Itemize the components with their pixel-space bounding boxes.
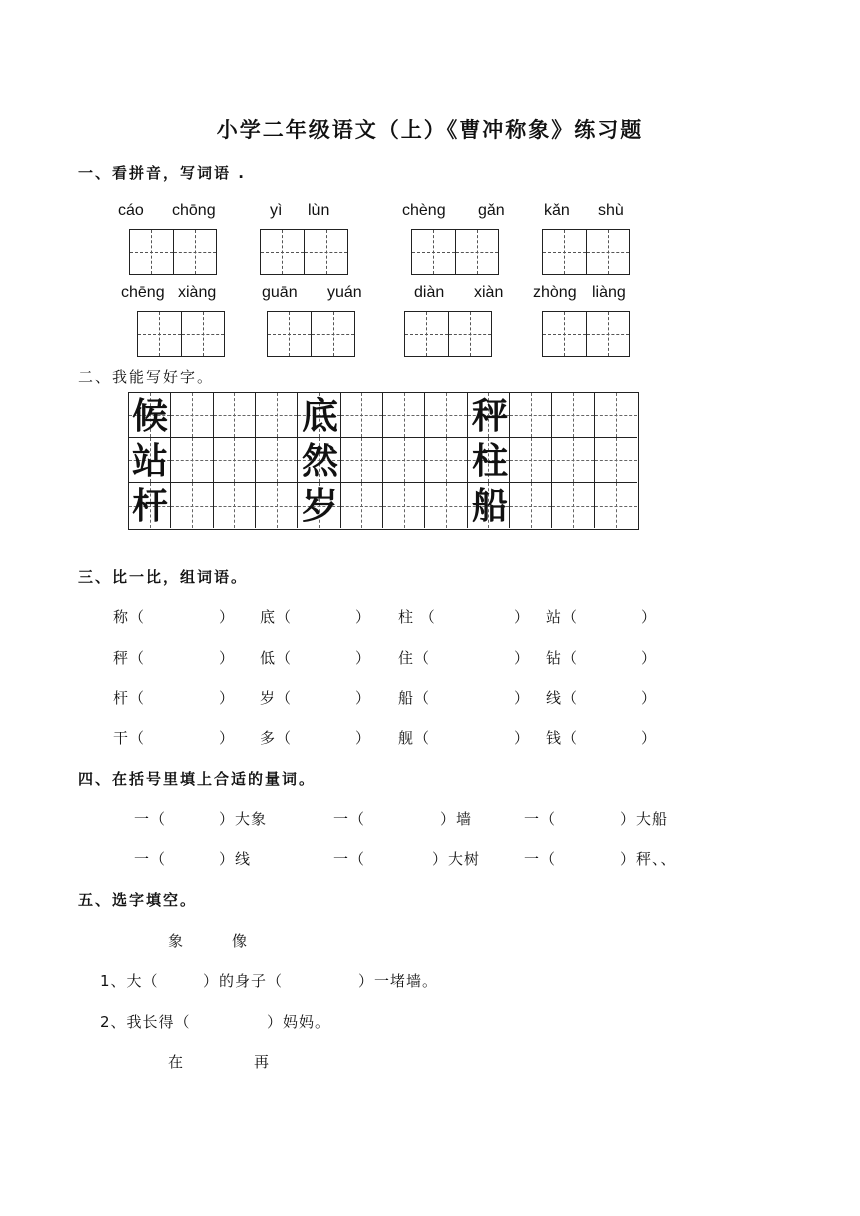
pinyin: liàng — [592, 284, 626, 301]
practice-cell[interactable] — [383, 438, 425, 483]
practice-cell[interactable] — [552, 393, 594, 438]
choice-char: 像 — [232, 932, 249, 950]
pinyin: lùn — [308, 202, 330, 219]
tianzige-box[interactable] — [129, 229, 217, 275]
practice-cell[interactable] — [552, 483, 594, 528]
practice-cell[interactable] — [214, 483, 256, 528]
pinyin: zhòng — [533, 284, 577, 301]
item-close: ）墙 — [440, 810, 473, 828]
pinyin: gǎn — [478, 202, 505, 219]
item-close: ） — [641, 649, 658, 667]
practice-cell[interactable] — [171, 483, 213, 528]
practice-cell[interactable] — [341, 483, 383, 528]
item-close: ） — [219, 608, 236, 626]
practice-cell[interactable] — [214, 393, 256, 438]
tianzige-box[interactable] — [542, 229, 630, 275]
practice-cell[interactable] — [383, 483, 425, 528]
tianzige-box[interactable] — [411, 229, 499, 275]
practice-cell[interactable] — [256, 483, 298, 528]
model-char: 杆 — [131, 485, 168, 527]
pinyin: yuán — [327, 284, 362, 301]
item-close: ）大象 — [219, 810, 268, 828]
pinyin: xiàng — [178, 284, 217, 301]
item-open: 干（ — [113, 729, 146, 747]
practice-cell[interactable] — [510, 438, 552, 483]
question-text: 1、大（ — [100, 972, 159, 990]
pinyin: diàn — [414, 284, 445, 301]
practice-cell[interactable] — [510, 483, 552, 528]
pinyin: yì — [270, 202, 283, 219]
item-open: 一（ — [134, 850, 167, 868]
item-open: 船（ — [398, 689, 431, 707]
choice-char: 在 — [168, 1053, 185, 1071]
pinyin: chèng — [402, 202, 446, 219]
item-close: ） — [514, 608, 531, 626]
item-close: ） — [219, 689, 236, 707]
section5-heading: 五、选字填空。 — [78, 891, 198, 909]
practice-cell[interactable] — [425, 438, 467, 483]
item-open: 杆（ — [113, 689, 146, 707]
practice-cell[interactable] — [171, 438, 213, 483]
item-open: 秤（ — [113, 649, 146, 667]
choice-char: 再 — [254, 1053, 271, 1071]
item-close: ）大树 — [432, 850, 481, 868]
practice-cell[interactable] — [171, 393, 213, 438]
model-char: 然 — [301, 440, 338, 482]
practice-cell[interactable] — [425, 483, 467, 528]
item-open: 一（ — [134, 810, 167, 828]
practice-cell[interactable] — [510, 393, 552, 438]
item-open: 底（ — [260, 608, 293, 626]
model-char: 候 — [131, 395, 168, 437]
item-close: ） — [514, 649, 531, 667]
tianzige-box[interactable] — [267, 311, 355, 357]
item-open: 柱 （ — [398, 608, 436, 626]
practice-grid[interactable] — [128, 392, 639, 530]
item-open: 舰（ — [398, 729, 431, 747]
item-open: 一（ — [524, 850, 557, 868]
item-open: 多（ — [260, 729, 293, 747]
section2-heading: 二、我能写好字。 — [78, 368, 215, 386]
practice-cell[interactable] — [552, 438, 594, 483]
item-close: ） — [641, 608, 658, 626]
practice-cell[interactable] — [214, 438, 256, 483]
section4-heading: 四、在括号里填上合适的量词。 — [78, 770, 317, 788]
model-char: 岁 — [301, 485, 338, 527]
practice-cell[interactable] — [256, 438, 298, 483]
tianzige-box[interactable] — [137, 311, 225, 357]
item-open: 一（ — [333, 810, 366, 828]
item-open: 岁（ — [260, 689, 293, 707]
practice-cell[interactable] — [256, 393, 298, 438]
practice-cell[interactable] — [425, 393, 467, 438]
choice-char: 象 — [168, 932, 185, 950]
item-close: ） — [514, 689, 531, 707]
practice-cell[interactable] — [595, 393, 637, 438]
pinyin: shù — [598, 202, 624, 219]
practice-cell[interactable] — [595, 483, 637, 528]
tianzige-box[interactable] — [404, 311, 492, 357]
item-close: ）线 — [219, 850, 252, 868]
item-close: ） — [219, 649, 236, 667]
practice-cell[interactable] — [595, 438, 637, 483]
model-char: 船 — [471, 485, 508, 527]
item-close: ） — [219, 729, 236, 747]
item-open: 钱（ — [546, 729, 579, 747]
item-open: 称（ — [113, 608, 146, 626]
item-close: ） — [355, 729, 372, 747]
model-char: 站 — [131, 440, 168, 482]
pinyin: xiàn — [474, 284, 504, 301]
section3-heading: 三、比一比，组词语。 — [78, 568, 249, 586]
practice-cell[interactable] — [341, 438, 383, 483]
pinyin: guān — [262, 284, 298, 301]
item-open: 一（ — [333, 850, 366, 868]
model-char: 秤 — [471, 395, 508, 437]
question-text: ）一堵墙。 — [358, 972, 439, 990]
question-text: 2、我长得（ — [100, 1013, 191, 1031]
item-close: ）秤、、 — [620, 850, 677, 868]
practice-cell[interactable] — [341, 393, 383, 438]
item-close: ） — [355, 649, 372, 667]
model-char: 柱 — [471, 440, 508, 482]
item-close: ） — [355, 608, 372, 626]
question-text: ）妈妈。 — [267, 1013, 332, 1031]
pinyin: cáo — [118, 202, 144, 219]
item-open: 一（ — [524, 810, 557, 828]
tianzige-box[interactable] — [542, 311, 630, 357]
item-open: 低（ — [260, 649, 293, 667]
pinyin: chōng — [172, 202, 216, 219]
model-char: 底 — [301, 395, 338, 437]
item-open: 站（ — [546, 608, 579, 626]
pinyin: chēng — [121, 284, 165, 301]
item-close: ） — [641, 689, 658, 707]
item-close: ） — [641, 729, 658, 747]
page-title: 小学二年级语文（上）《曹冲称象》练习题 — [216, 118, 644, 142]
item-close: ）大船 — [620, 810, 669, 828]
item-close: ） — [355, 689, 372, 707]
item-open: 钻（ — [546, 649, 579, 667]
section1-heading: 一、看拼音，写词语 . — [78, 164, 246, 182]
tianzige-box[interactable] — [260, 229, 348, 275]
pinyin: kǎn — [544, 202, 570, 219]
item-open: 住（ — [398, 649, 431, 667]
item-close: ） — [514, 729, 531, 747]
question-text: ）的身子（ — [203, 972, 284, 990]
practice-cell[interactable] — [383, 393, 425, 438]
item-open: 线（ — [546, 689, 579, 707]
